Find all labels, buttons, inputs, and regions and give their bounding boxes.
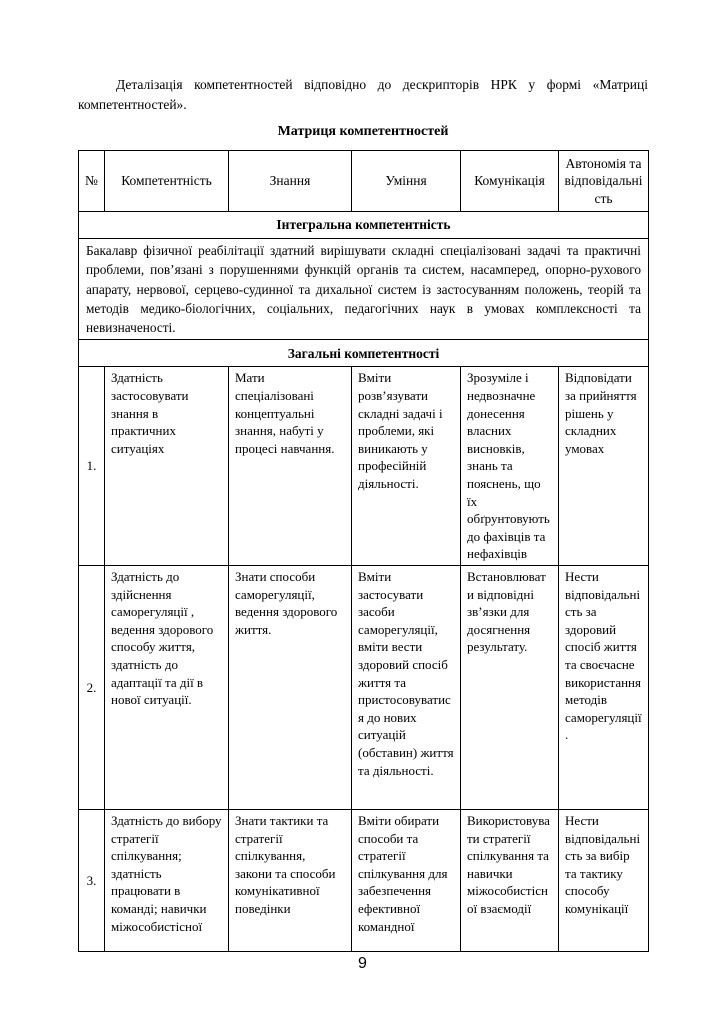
table-title: Матриця компетентностей (277, 124, 449, 139)
section-row-integral (79, 212, 649, 239)
table-row-2 (79, 566, 649, 810)
table-header-row (79, 151, 649, 212)
cell-communication: Встановлювати відповідні зв’язки для досягнення результату. (461, 566, 559, 810)
cell-num: 1. (79, 367, 105, 566)
cell-knowledge: Мати спеціалізовані концептуальні знання, набуті у процесі навчання. (229, 367, 352, 566)
cell-autonomy: Нести відповідальність за здоровий спосіб життя та своєчасне використання методів саморегуляції . (559, 566, 649, 810)
col-header-knowledge: Знання (229, 151, 352, 212)
page-content (78, 0, 648, 952)
section-row-general (79, 340, 649, 367)
section-heading-integral: Інтегральна компетентність (79, 212, 649, 239)
integral-description-row (79, 239, 649, 340)
cell-autonomy: Нести відповідальність за вибір та тактику способу комунікації (559, 810, 649, 952)
cell-autonomy: Відповідати за прийняття рішень у складних умовах (559, 367, 649, 566)
table-row-3 (79, 810, 649, 952)
section-heading-general: Загальні компетентності (79, 340, 649, 367)
col-header-autonomy: Автономія та відповідальність (559, 151, 649, 212)
integral-description: Бакалавр фізичної реабілітації здатний вирішувати складні спеціалізовані задачі та практичні проблеми, пов’язані з порушеннями функцій органів та систем, насамперед, опорно-рухового апарату, нервової, серцево-судинної та дихальної систем із застосуванням положень, теорій та методів медико-біологічних, соціальних, педагогічних наук в умовах комплексності та невизначеності. (79, 239, 649, 340)
cell-competence: Здатність застосовувати знання в практичних ситуаціях (105, 367, 229, 566)
cell-skills: Вміти застосувати засоби саморегуляції, вміти вести здоровий спосіб життя та пристосовуватися до нових ситуацій (обставин) життя та діяльності. (352, 566, 461, 810)
col-header-num: № (79, 151, 105, 212)
cell-communication: Зрозуміле і недвозначне донесення власних висновків, знань та пояснень, що їх обґрунтовують до фахівців та нефахівців (461, 367, 559, 566)
cell-num: 2. (79, 566, 105, 810)
col-header-skills: Уміння (352, 151, 461, 212)
intro-paragraph: Деталізація компетентностей відповідно до дескрипторів НРК у формі «Матриці компетентностей». (78, 77, 648, 112)
cell-num: 3. (79, 810, 105, 952)
cell-knowledge: Знати тактики та стратегії спілкування, закони та способи комунікативної поведінки (229, 810, 352, 952)
cell-competence: Здатність до вибору стратегії спілкування; здатність працювати в команді; навички міжособистісної (105, 810, 229, 952)
col-header-competence: Компетентність (105, 151, 229, 212)
col-header-communication: Комунікація (461, 151, 559, 212)
cell-competence: Здатність до здійснення саморегуляції , ведення здорового способу життя, здатність до адаптації та дії в нової ситуації. (105, 566, 229, 810)
cell-skills: Вміти обирати способи та стратегії спілкування для забезпечення ефективної командної (352, 810, 461, 952)
table-row-1 (79, 367, 649, 566)
competency-matrix-table (78, 150, 649, 952)
cell-communication: Використовувати стратегії спілкування та навички міжособистісної взаємодії (461, 810, 559, 952)
cell-knowledge: Знати способи саморегуляції, ведення здорового життя. (229, 566, 352, 810)
cell-skills: Вміти розв’язувати складні задачі і проблеми, які виникають у професійній діяльності. (352, 367, 461, 566)
page-number: 9 (358, 955, 367, 972)
